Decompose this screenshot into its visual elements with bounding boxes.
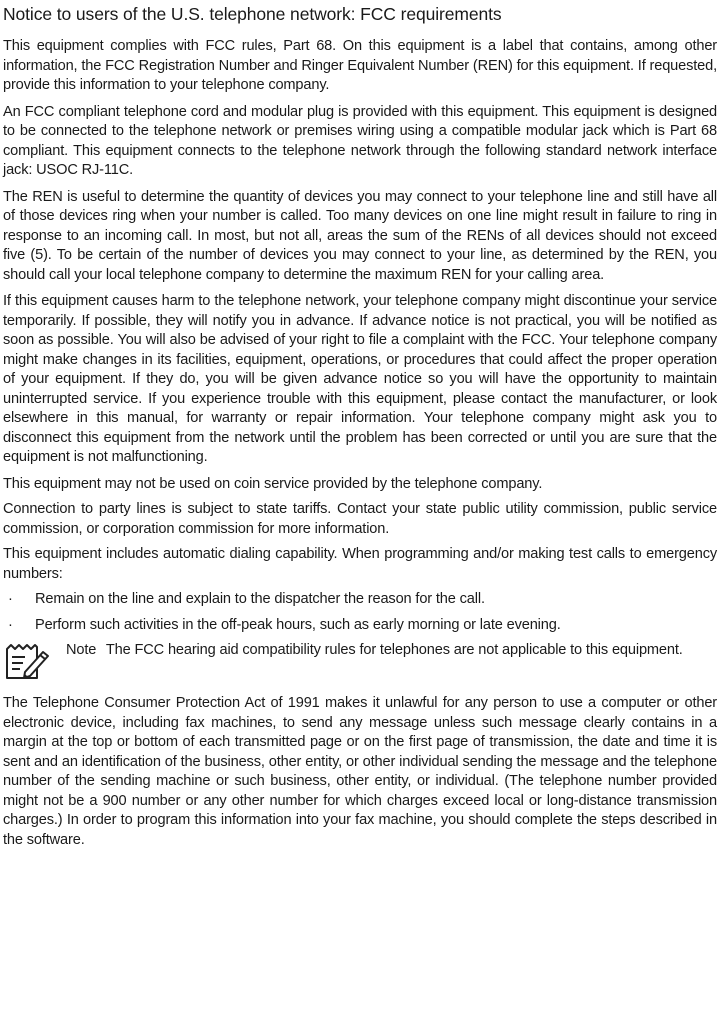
list-item (3, 590, 717, 610)
document-page (0, 3, 721, 1027)
paragraph-network-harm: If this equipment causes harm to the telephone network, your telephone company might discontinue your service temporarily. If possible, they will notify you in advance. If advance notice is not practical, you will be notified as soon as possible. You will also be advised of your right to file a complaint with the FCC. Your telephone company might make changes in its facilities, equipment, operations, or procedures that could affect the proper operation of your equipment. If they do, you will be given advance notice so you will have the opportunity to maintain uninterrupted service. If you experience trouble with this equipment, please contact the manufacturer, or look elsewhere in this manual, for warranty or repair information. Your telephone company might ask you to disconnect this equipment from the network until the problem has been corrected or until you are sure that the equipment is not malfunctioning. (3, 293, 717, 465)
page-title: Notice to users of the U.S. telephone network: FCC requirements (3, 4, 502, 24)
paragraph-tcpa: The Telephone Consumer Protection Act of 1991 makes it unlawful for any person to use a computer or other electronic device, including fax machines, to send any message unless such message clearly contains in a margin at the top or bottom of each transmitted page or on the first page of transmission, the date and time it is sent and an identification of the business, other entity, or other individual sending the message and the telephone number of the sending machine or such business, other entity, or individual. (The telephone number provided might not be a 900 number or any other number for which charges exceed local or long-distance transmission charges.) In order to program this information into your fax machine, you should complete the steps described in the software. (3, 695, 717, 848)
note-text (66, 641, 683, 661)
list-item-text: Perform such activities in the off-peak hours, such as early morning or late evening. (35, 616, 561, 633)
paragraph-part-68: This equipment complies with FCC rules, Part 68. On this equipment is a label that contains, among other information, the FCC Registration Number and Ringer Equivalent Number (REN) for this equipment. If requested, provide this information to your telephone company. (3, 38, 717, 93)
note-callout (3, 641, 717, 681)
bullet-dot: · (8, 591, 13, 607)
list-item (3, 616, 717, 636)
note-label: Note (66, 642, 97, 658)
list-item-text: Remain on the line and explain to the dispatcher the reason for the call. (35, 591, 485, 607)
note-body: The FCC hearing aid compatibility rules for telephones are not applicable to this equipment. (105, 642, 683, 658)
paragraph-party-lines: Connection to party lines is subject to state tariffs. Contact your state public utility commission, public service commission, or corporation commission for more information. (3, 501, 717, 537)
paragraph-ren: The REN is useful to determine the quantity of devices you may connect to your telephone line and still have all of those devices ring when your number is called. Too many devices on one line might result in failure to ring in response to an incoming call. In most, but not all, areas the sum of the RENs of all devices should not exceed five (5). To be certain of the number of devices you may connect to your line, as determined by the REN, you should call your local telephone company to determine the maximum REN for your calling area. (3, 188, 717, 283)
paragraph-cord-and-jack: An FCC compliant telephone cord and modular plug is provided with this equipment. This equipment is designed to be connected to the telephone network or premises wiring using a compatible modular jack which is Part 68 compliant. This equipment connects to the telephone network through the following standard network interface jack: USOC RJ-11C. (3, 103, 717, 178)
paragraph-auto-dialing: This equipment includes automatic dialing capability. When programming and/or making test calls to emergency numbers: (3, 546, 717, 582)
note-icon (3, 641, 51, 681)
bullet-dot: · (8, 616, 13, 633)
emergency-call-list (3, 590, 717, 635)
paragraph-coin-service: This equipment may not be used on coin service provided by the telephone company. (3, 475, 543, 492)
